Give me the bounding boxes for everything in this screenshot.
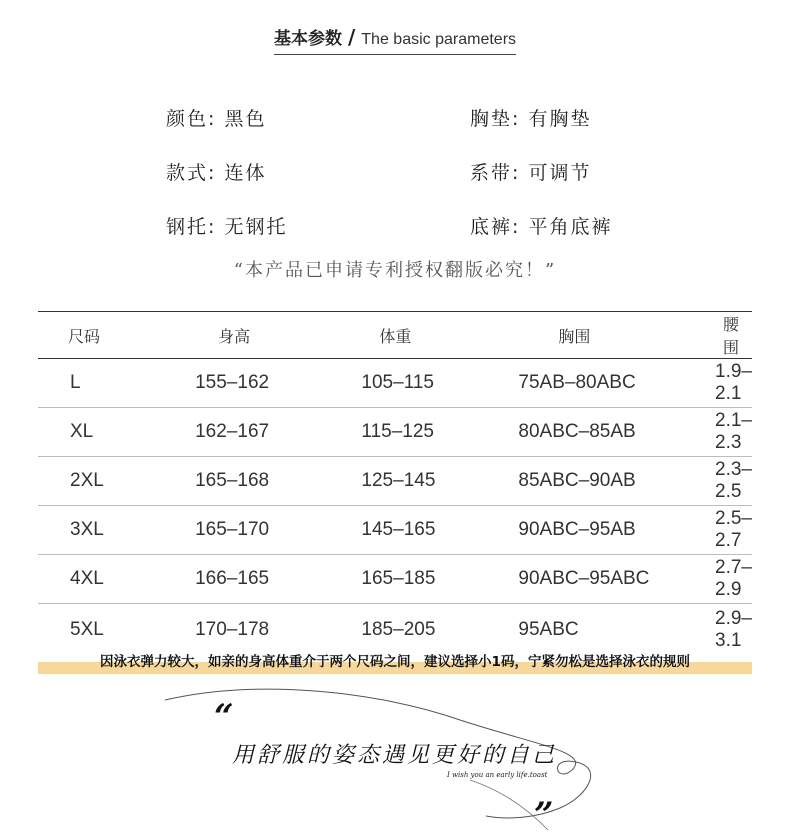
param-row bbox=[166, 198, 686, 252]
parameters-grid bbox=[166, 90, 686, 252]
cell-bust: 80ABC–85AB bbox=[498, 408, 705, 457]
param-row bbox=[166, 90, 686, 144]
table-row bbox=[38, 408, 752, 457]
param-label: 系带: bbox=[470, 161, 521, 184]
param-underwire bbox=[166, 212, 470, 239]
cell-size: 3XL bbox=[38, 506, 163, 555]
column-header-bust: 胸围 bbox=[498, 312, 705, 359]
close-quote-mark: ” bbox=[534, 795, 554, 835]
cell-weight: 145–165 bbox=[329, 506, 498, 555]
cell-waist: 2.1–2.3 bbox=[705, 408, 752, 457]
cell-weight: 115–125 bbox=[329, 408, 498, 457]
cell-bust: 90ABC–95AB bbox=[498, 506, 705, 555]
table-row bbox=[38, 506, 752, 555]
cell-height: 165–168 bbox=[163, 457, 329, 506]
cell-size: 4XL bbox=[38, 555, 163, 604]
param-bottom bbox=[470, 212, 686, 239]
param-style bbox=[166, 158, 470, 185]
table-row bbox=[38, 555, 752, 604]
cell-height: 165–170 bbox=[163, 506, 329, 555]
param-value: 有胸垫 bbox=[528, 107, 592, 130]
table-row bbox=[38, 457, 752, 506]
slogan-text: 用舒服的姿态遇见更好的自己 bbox=[232, 743, 558, 768]
header-title-group bbox=[274, 24, 516, 55]
param-label: 底裤: bbox=[470, 215, 521, 238]
slogan-tagline: I wish you an early life.toast bbox=[447, 771, 548, 779]
column-header-height: 身高 bbox=[163, 312, 329, 359]
patent-notice: “本产品已申请专利授权翻版必究！” bbox=[233, 260, 557, 281]
cell-size: L bbox=[38, 359, 163, 408]
open-quote-mark: “ bbox=[214, 697, 234, 737]
size-table bbox=[38, 311, 752, 656]
cell-weight: 125–145 bbox=[329, 457, 498, 506]
column-header-size: 尺码 bbox=[38, 312, 163, 359]
cell-bust: 90ABC–95ABC bbox=[498, 555, 705, 604]
column-header-waist: 腰围 bbox=[705, 312, 752, 359]
cell-waist: 2.3–2.5 bbox=[705, 457, 752, 506]
cell-size: 2XL bbox=[38, 457, 163, 506]
table-row bbox=[38, 359, 752, 408]
column-header-weight: 体重 bbox=[329, 312, 498, 359]
cell-bust: 95ABC bbox=[518, 619, 579, 640]
param-label: 钢托: bbox=[166, 215, 217, 238]
section-header bbox=[0, 24, 790, 56]
param-value: 黑色 bbox=[224, 107, 267, 130]
cell-height: 155–162 bbox=[163, 359, 329, 408]
cell-waist: 2.5–2.7 bbox=[705, 506, 752, 555]
table-header-row bbox=[38, 312, 752, 359]
param-row bbox=[166, 144, 686, 198]
cell-waist: 1.9–2.1 bbox=[705, 359, 752, 408]
param-value: 无钢托 bbox=[224, 215, 288, 238]
param-label: 颜色: bbox=[166, 107, 217, 130]
header-title-en: The basic parameters bbox=[361, 31, 517, 48]
header-underline bbox=[274, 54, 516, 55]
param-value: 可调节 bbox=[528, 161, 592, 184]
cell-bust: 75AB–80ABC bbox=[498, 359, 705, 408]
cell-waist: 2.9–3.1 bbox=[715, 608, 752, 651]
param-label: 款式: bbox=[166, 161, 217, 184]
param-label: 胸垫: bbox=[470, 107, 521, 130]
table-row bbox=[38, 604, 752, 657]
cell-height: 170–178 bbox=[195, 619, 270, 640]
header-separator: / bbox=[347, 25, 356, 49]
tip-text: 因泳衣弹力较大，如亲的身高体重介于两个尺码之间，建议选择小1码，宁紧勿松是选择泳衣的规则 bbox=[100, 654, 690, 670]
cell-weight: 105–115 bbox=[329, 359, 498, 408]
param-color bbox=[166, 104, 470, 131]
param-chest-pad bbox=[470, 104, 686, 131]
cell-size: XL bbox=[38, 408, 163, 457]
cell-size: 5XL bbox=[70, 619, 104, 640]
param-strap bbox=[470, 158, 686, 185]
cell-height: 162–167 bbox=[163, 408, 329, 457]
param-value: 平角底裤 bbox=[528, 215, 613, 238]
sizing-tip bbox=[38, 650, 752, 678]
cell-waist: 2.7–2.9 bbox=[705, 555, 752, 604]
header-title-cn: 基本参数 bbox=[273, 29, 342, 49]
param-value: 连体 bbox=[224, 161, 267, 184]
cell-height: 166–165 bbox=[163, 555, 329, 604]
cell-weight: 165–185 bbox=[329, 555, 498, 604]
cell-weight: 185–205 bbox=[361, 619, 436, 640]
cell-bust: 85ABC–90AB bbox=[498, 457, 705, 506]
